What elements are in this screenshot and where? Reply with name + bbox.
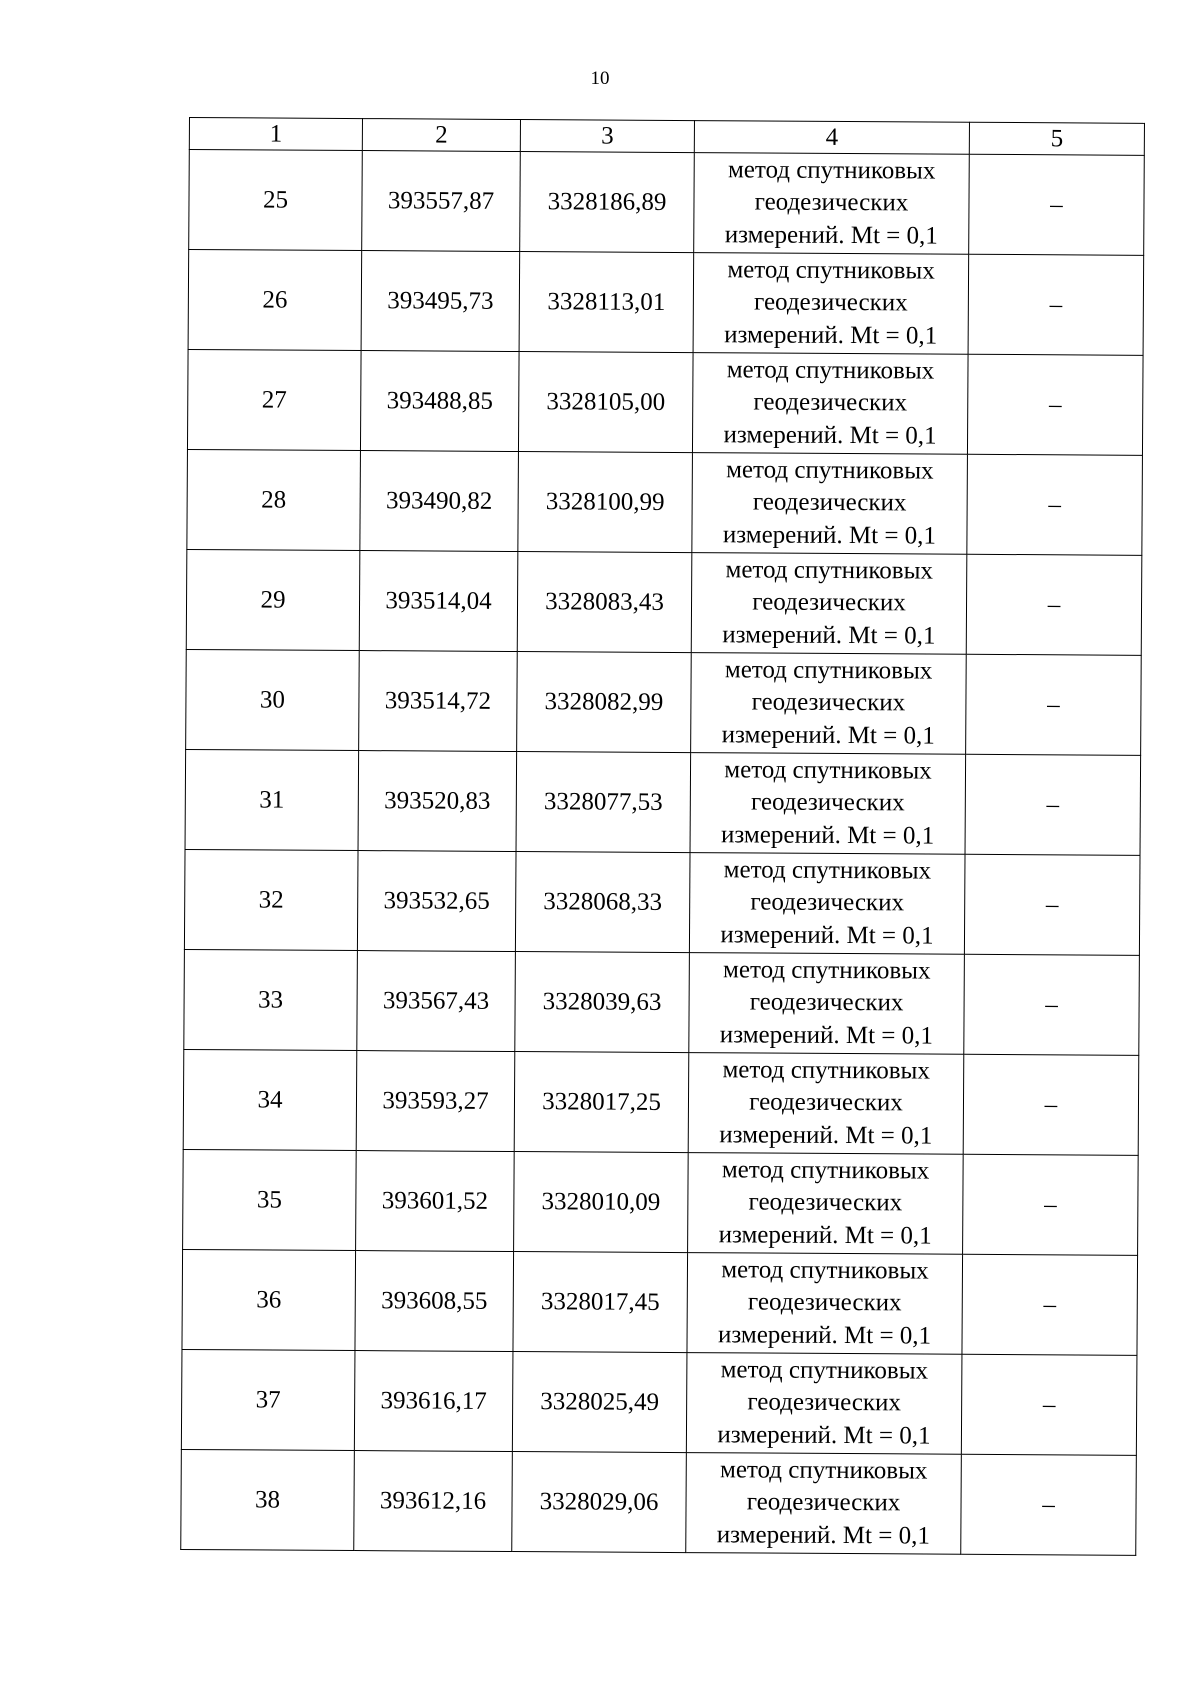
y-coordinate-cell: 3328010,09 xyxy=(514,1152,689,1253)
y-coordinate-cell: 3328039,63 xyxy=(515,952,690,1053)
method-line: метод спутниковых xyxy=(720,1356,929,1385)
point-number-cell: 35 xyxy=(183,1149,357,1250)
method-line: измерений. Mt = 0,1 xyxy=(724,321,938,350)
method-cell xyxy=(688,1053,964,1155)
note-cell: – xyxy=(963,1154,1139,1255)
method-line: измерений. Mt = 0,1 xyxy=(718,1221,932,1250)
method-line: измерений. Mt = 0,1 xyxy=(724,221,938,250)
method-cell xyxy=(691,653,967,755)
y-coordinate-cell: 3328186,89 xyxy=(520,152,695,253)
method-line: геодезических xyxy=(747,1288,902,1317)
point-number-cell: 25 xyxy=(189,150,363,251)
method-cell xyxy=(692,453,968,555)
x-coordinate-cell: 393608,55 xyxy=(355,1251,514,1352)
method-line: метод спутниковых xyxy=(724,756,932,785)
x-coordinate-cell: 393557,87 xyxy=(362,151,521,252)
table-row xyxy=(185,749,1141,855)
note-cell: – xyxy=(964,954,1140,1055)
table-row xyxy=(184,849,1140,955)
point-number-cell: 32 xyxy=(184,849,358,950)
method-cell xyxy=(692,353,968,455)
method-line: метод спутниковых xyxy=(726,356,935,385)
note-cell: – xyxy=(965,754,1141,855)
point-number-cell: 34 xyxy=(183,1049,357,1150)
method-line: геодезических xyxy=(747,1388,902,1417)
table-row xyxy=(187,449,1143,555)
y-coordinate-cell: 3328083,43 xyxy=(517,552,692,653)
method-line: метод спутниковых xyxy=(721,1156,930,1185)
method-line: метод спутниковых xyxy=(722,1056,930,1085)
x-coordinate-cell: 393532,65 xyxy=(357,851,516,952)
method-line: метод спутниковых xyxy=(725,556,934,585)
method-cell xyxy=(691,553,967,655)
y-coordinate-cell: 3328113,01 xyxy=(519,252,694,353)
note-cell: – xyxy=(966,654,1142,755)
method-line: геодезических xyxy=(746,1488,901,1517)
y-coordinate-cell: 3328017,25 xyxy=(514,1052,689,1153)
x-coordinate-cell: 393488,85 xyxy=(360,351,519,452)
note-cell: – xyxy=(961,1454,1137,1555)
table-row xyxy=(182,1249,1138,1355)
page-number: 10 xyxy=(590,68,610,89)
table-row xyxy=(186,549,1142,655)
point-number-cell: 36 xyxy=(182,1249,356,1350)
note-cell: – xyxy=(968,254,1144,355)
table-row xyxy=(187,349,1143,455)
table-row xyxy=(188,250,1144,356)
table-row xyxy=(189,150,1145,256)
method-line: метод спутниковых xyxy=(724,656,933,685)
note-cell: – xyxy=(966,554,1142,655)
x-coordinate-cell: 393616,17 xyxy=(354,1351,513,1452)
method-line: геодезических xyxy=(754,188,909,217)
coordinates-table xyxy=(180,117,1145,1556)
point-number-cell: 33 xyxy=(184,949,358,1050)
y-coordinate-cell: 3328077,53 xyxy=(516,752,691,853)
note-cell: – xyxy=(969,154,1145,255)
point-number-cell: 31 xyxy=(185,749,359,850)
method-line: геодезических xyxy=(748,1188,903,1217)
method-line: измерений. Mt = 0,1 xyxy=(717,1321,932,1350)
note-cell: – xyxy=(967,354,1143,455)
method-line: измерений. Mt = 0,1 xyxy=(717,1421,931,1450)
method-line: геодезических xyxy=(753,288,908,317)
method-cell xyxy=(689,953,965,1055)
method-line: метод спутниковых xyxy=(719,1456,928,1485)
note-cell: – xyxy=(962,1254,1138,1355)
method-line: измерений. Mt = 0,1 xyxy=(721,721,935,750)
method-line: измерений. Mt = 0,1 xyxy=(723,421,937,450)
x-coordinate-cell: 393601,52 xyxy=(356,1151,515,1252)
method-line: метод спутниковых xyxy=(727,156,936,185)
method-line: геодезических xyxy=(750,888,905,917)
method-cell xyxy=(686,1453,962,1555)
method-line: метод спутниковых xyxy=(723,956,931,985)
table-row xyxy=(183,1049,1139,1155)
y-coordinate-cell: 3328025,49 xyxy=(512,1352,687,1453)
point-number-cell: 38 xyxy=(181,1449,355,1550)
x-coordinate-cell: 393593,27 xyxy=(356,1051,515,1152)
column-header: 3 xyxy=(520,120,694,153)
method-line: измерений. Mt = 0,1 xyxy=(720,821,935,850)
method-line: геодезических xyxy=(752,488,907,517)
column-header: 2 xyxy=(362,119,520,152)
method-line: геодезических xyxy=(750,788,905,817)
method-line: геодезических xyxy=(753,388,908,417)
table-row xyxy=(181,1449,1137,1555)
method-line: измерений. Mt = 0,1 xyxy=(722,521,937,550)
method-line: геодезических xyxy=(751,688,906,717)
point-number-cell: 26 xyxy=(188,250,362,351)
method-line: геодезических xyxy=(752,588,906,617)
x-coordinate-cell: 393567,43 xyxy=(357,951,516,1052)
method-line: метод спутниковых xyxy=(727,256,935,285)
method-line: метод спутниковых xyxy=(721,1256,929,1285)
table-row xyxy=(181,1349,1137,1455)
note-cell: – xyxy=(961,1354,1137,1455)
method-line: измерений. Mt = 0,1 xyxy=(716,1521,930,1550)
table-row xyxy=(186,649,1142,755)
method-line: измерений. Mt = 0,1 xyxy=(722,621,936,650)
y-coordinate-cell: 3328029,06 xyxy=(512,1452,687,1553)
note-cell: – xyxy=(964,854,1140,955)
column-header: 4 xyxy=(694,121,969,155)
method-cell xyxy=(686,1353,962,1455)
y-coordinate-cell: 3328017,45 xyxy=(513,1252,688,1353)
method-cell xyxy=(690,753,966,855)
y-coordinate-cell: 3328100,99 xyxy=(518,452,693,553)
x-coordinate-cell: 393514,72 xyxy=(359,651,518,752)
method-line: геодезических xyxy=(749,1088,903,1117)
point-number-cell: 27 xyxy=(187,349,361,450)
method-line: геодезических xyxy=(749,988,904,1017)
point-number-cell: 28 xyxy=(187,449,361,550)
method-cell xyxy=(693,253,969,355)
y-coordinate-cell: 3328068,33 xyxy=(515,852,690,953)
note-cell: – xyxy=(963,1054,1139,1155)
column-header: 1 xyxy=(189,118,362,151)
method-line: измерений. Mt = 0,1 xyxy=(719,1021,934,1050)
x-coordinate-cell: 393612,16 xyxy=(354,1451,513,1552)
method-line: измерений. Mt = 0,1 xyxy=(719,1121,933,1150)
x-coordinate-cell: 393514,04 xyxy=(359,551,518,652)
method-cell xyxy=(689,853,965,955)
x-coordinate-cell: 393490,82 xyxy=(360,451,519,552)
method-cell xyxy=(688,1153,964,1255)
table-row xyxy=(183,1149,1139,1255)
method-line: измерений. Mt = 0,1 xyxy=(720,921,934,950)
x-coordinate-cell: 393520,83 xyxy=(358,751,517,852)
point-number-cell: 30 xyxy=(186,649,360,750)
y-coordinate-cell: 3328082,99 xyxy=(517,652,692,753)
method-cell xyxy=(694,153,970,255)
method-cell xyxy=(687,1253,963,1355)
table-row xyxy=(184,949,1140,1055)
method-line: метод спутниковых xyxy=(723,856,932,885)
column-header: 5 xyxy=(969,122,1144,155)
point-number-cell: 29 xyxy=(186,549,360,650)
note-cell: – xyxy=(967,454,1143,555)
point-number-cell: 37 xyxy=(181,1349,355,1450)
method-line: метод спутниковых xyxy=(726,456,934,485)
x-coordinate-cell: 393495,73 xyxy=(361,251,520,352)
y-coordinate-cell: 3328105,00 xyxy=(518,352,693,453)
table-body xyxy=(181,150,1145,1556)
